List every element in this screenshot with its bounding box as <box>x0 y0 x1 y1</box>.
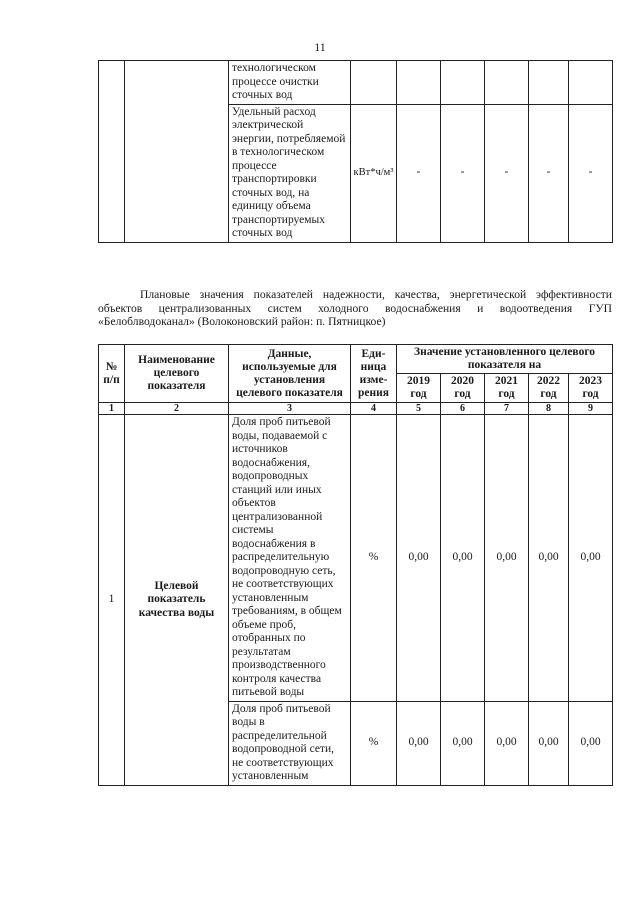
header-year: 2022 год <box>529 374 569 403</box>
column-number: 3 <box>229 403 351 415</box>
value-cell: 0,00 <box>529 701 569 785</box>
value-cell: 0,00 <box>397 415 441 702</box>
indicator-text: Удельный расход электрической энергии, потребляемой в технологическом процессе транспортировки сточных вод, на единицу объема транспортируемых сточных вод <box>229 104 351 242</box>
value-cell: 0,00 <box>397 701 441 785</box>
value-cell: 0,00 <box>441 701 485 785</box>
value-cell: 0,00 <box>569 701 613 785</box>
indicators-table <box>98 344 613 786</box>
indicator-name: Целевой показатель качества воды <box>125 415 229 786</box>
column-number: 8 <box>529 403 569 415</box>
column-number: 7 <box>485 403 529 415</box>
unit-cell: кВт*ч/м³ <box>351 104 397 242</box>
value-cell: 0,00 <box>485 701 529 785</box>
unit-cell: % <box>351 701 397 785</box>
table-header-row <box>99 345 613 374</box>
indicator-text: технологическом процессе очистки сточных вод <box>229 61 351 105</box>
table-row <box>99 61 613 105</box>
header-year: 2023 год <box>569 374 613 403</box>
unit-cell: % <box>351 415 397 702</box>
header-data: Данные, используемые для установления целевого показателя <box>229 345 351 403</box>
top-table-continuation <box>98 60 613 243</box>
column-number: 4 <box>351 403 397 415</box>
table-row <box>99 415 613 702</box>
value-cell: 0,00 <box>569 415 613 702</box>
column-number-row <box>99 403 613 415</box>
column-number: 1 <box>99 403 125 415</box>
header-name: Наименование целевого показателя <box>125 345 229 403</box>
column-number: 9 <box>569 403 613 415</box>
row-number: 1 <box>99 415 125 786</box>
header-year: 2021 год <box>485 374 529 403</box>
column-number: 6 <box>441 403 485 415</box>
header-value-group: Значение установленного целевого показателя на <box>397 345 613 374</box>
header-year: 2019 год <box>397 374 441 403</box>
value-cell: 0,00 <box>529 415 569 702</box>
header-num: № п/п <box>99 345 125 403</box>
indicator-data: Доля проб питьевой воды в распределительной водопроводной сети, не соответствующих установленным <box>229 701 351 785</box>
value-cell: - <box>569 104 613 242</box>
page-number: 11 <box>314 40 326 54</box>
value-cell: - <box>529 104 569 242</box>
value-cell: 0,00 <box>441 415 485 702</box>
value-cell: - <box>441 104 485 242</box>
value-cell: 0,00 <box>485 415 529 702</box>
column-number: 5 <box>397 403 441 415</box>
column-number: 2 <box>125 403 229 415</box>
indicator-data: Доля проб питьевой воды, подаваемой с источников водоснабжения, водопроводных станций или иных объектов централизованной системы водоснабжения в распределительную водопроводную сеть, не соответствующих установленным требованиям, в общем объеме проб, отобранных по результатам производственного контроля качества питьевой воды <box>229 415 351 702</box>
section-paragraph: Плановые значения показателей надежности, качества, энергетической эффективности объектов централизованных систем холодного водоснабжения и водоотведения ГУП «Белоблводоканал» (Волоконовский район: п. Пятницкое) <box>98 288 612 328</box>
header-unit: Еди-ница изме-рения <box>351 345 397 403</box>
value-cell: - <box>397 104 441 242</box>
value-cell: - <box>485 104 529 242</box>
header-year: 2020 год <box>441 374 485 403</box>
